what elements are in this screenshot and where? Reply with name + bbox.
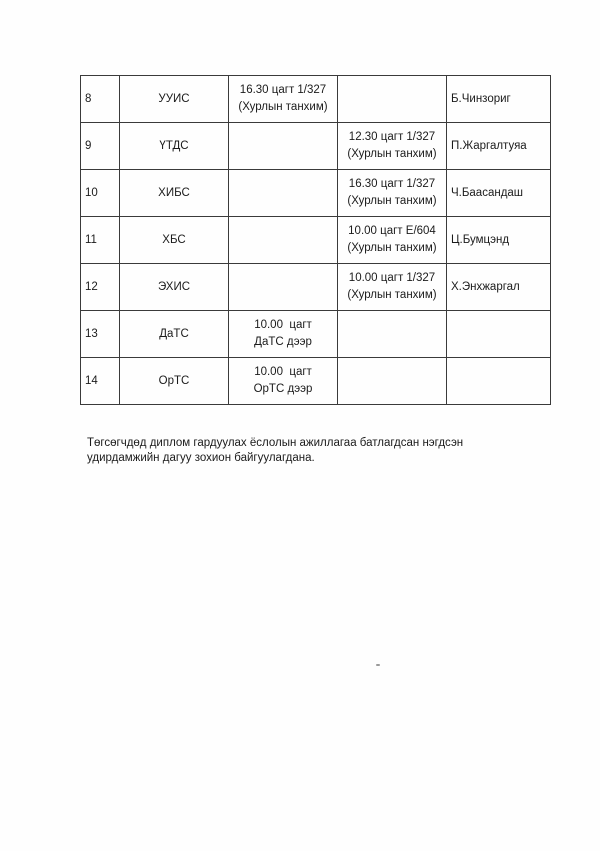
school-name: ХИБС	[120, 170, 229, 217]
ceremony-time-cell	[229, 170, 338, 217]
row-number: 10	[81, 170, 120, 217]
ceremony-time-cell-2	[338, 123, 447, 170]
time-line: 12.30 цагт 1/327	[348, 131, 436, 143]
ceremony-time-cell	[229, 123, 338, 170]
row-number: 14	[81, 358, 120, 405]
ceremony-time-cell	[229, 264, 338, 311]
venue-line: (Хурлын танхим)	[347, 242, 437, 254]
time-line: 10.00 цагт	[254, 366, 312, 378]
responsible-person	[447, 358, 551, 405]
venue-line: ОрТС дээр	[253, 383, 313, 395]
responsible-person: Ц.Бумцэнд	[447, 217, 551, 264]
responsible-person: Х.Энхжаргал	[447, 264, 551, 311]
ceremony-time-cell-2	[338, 358, 447, 405]
venue-line: (Хурлын танхим)	[347, 195, 437, 207]
row-number: 13	[81, 311, 120, 358]
ceremony-time-cell-2	[338, 76, 447, 123]
venue-line: (Хурлын танхим)	[347, 148, 437, 160]
closing-note: Төгсөгчдөд диплом гардуулах ёслолын ажиллагаа батлагдсан нэгдсэн удирдамжийн дагуу зохион байгуулагдана.	[87, 436, 464, 464]
time-line: 10.00 цагт Е/604	[348, 225, 436, 237]
school-name: УУИС	[120, 76, 229, 123]
row-number: 12	[81, 264, 120, 311]
schedule-table	[80, 75, 551, 405]
venue-line: (Хурлын танхим)	[238, 101, 328, 113]
table-row	[81, 76, 551, 123]
ceremony-time-cell	[229, 358, 338, 405]
ceremony-time-cell-2	[338, 311, 447, 358]
school-name: ЭХИС	[120, 264, 229, 311]
responsible-person	[447, 311, 551, 358]
ceremony-time-cell	[229, 217, 338, 264]
responsible-person: Ч.Баасандаш	[447, 170, 551, 217]
time-line: 16.30 цагт 1/327	[348, 178, 436, 190]
table-row	[81, 123, 551, 170]
table-row	[81, 311, 551, 358]
time-line: 10.00 цагт	[254, 319, 312, 331]
row-number: 11	[81, 217, 120, 264]
venue-line: (Хурлын танхим)	[347, 289, 437, 301]
row-number: 9	[81, 123, 120, 170]
scan-artifact	[376, 664, 380, 666]
ceremony-time-cell-2	[338, 170, 447, 217]
table-row	[81, 170, 551, 217]
responsible-person: П.Жаргалтуяа	[447, 123, 551, 170]
schedule-table-body	[81, 76, 551, 405]
ceremony-time-cell	[229, 311, 338, 358]
venue-line: ДаТС дээр	[254, 336, 312, 348]
school-name: ДаТС	[120, 311, 229, 358]
school-name: ОрТС	[120, 358, 229, 405]
ceremony-time-cell-2	[338, 264, 447, 311]
table-row	[81, 217, 551, 264]
row-number: 8	[81, 76, 120, 123]
school-name: ХБС	[120, 217, 229, 264]
ceremony-time-cell	[229, 76, 338, 123]
table-row	[81, 264, 551, 311]
time-line: 16.30 цагт 1/327	[239, 84, 327, 96]
responsible-person: Б.Чинзориг	[447, 76, 551, 123]
school-name: ҮТДС	[120, 123, 229, 170]
time-line: 10.00 цагт 1/327	[348, 272, 436, 284]
table-row	[81, 358, 551, 405]
ceremony-time-cell-2	[338, 217, 447, 264]
